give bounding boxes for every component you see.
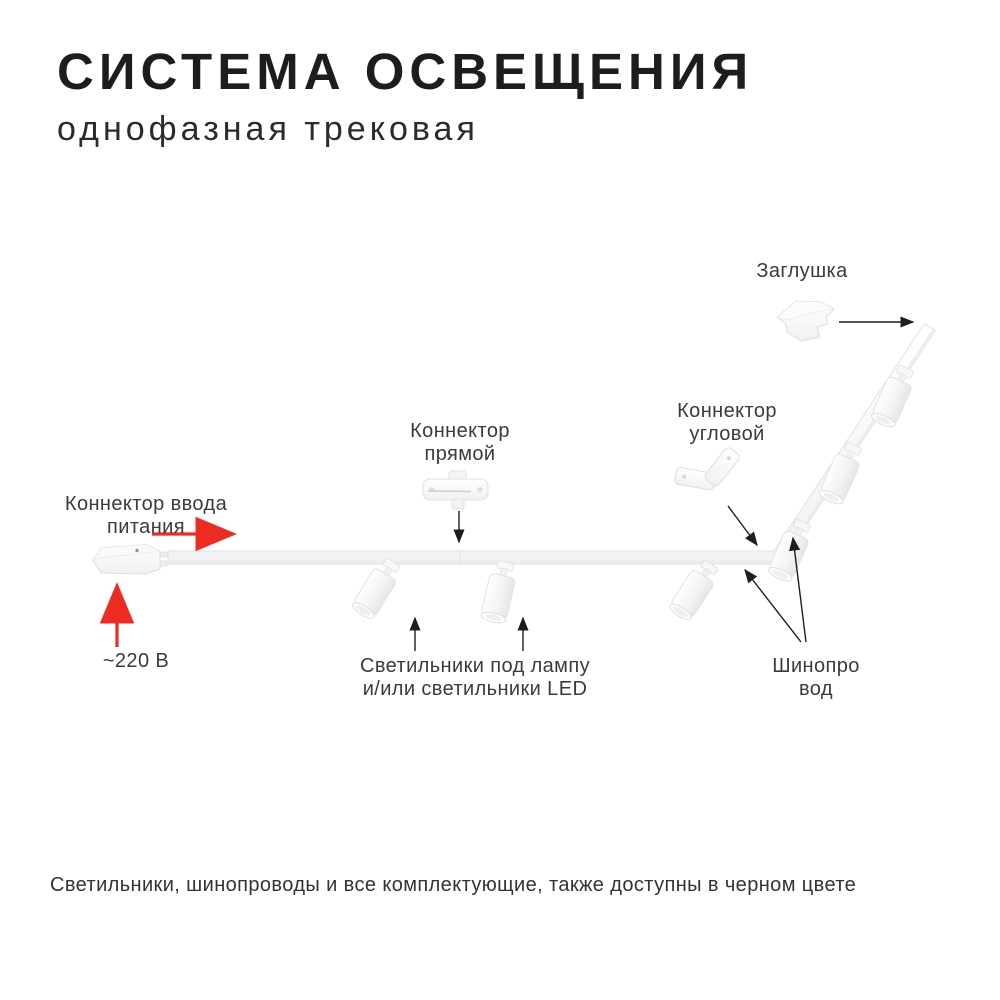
busbar-track: [168, 323, 935, 564]
label-corner-connector: Коннектор угловой: [677, 400, 777, 445]
power-connector-component: [93, 545, 167, 575]
spotlight-3: [667, 557, 722, 623]
straight-connector-component: [423, 471, 488, 509]
label-voltage: ~220 В: [102, 650, 170, 672]
label-end-cap: Заглушка: [756, 260, 848, 282]
end-cap-component: [777, 301, 834, 341]
arrow-busbar-horizontal: [745, 570, 801, 642]
spotlight-1: [350, 555, 405, 621]
label-busbar: Шинопро вод: [772, 655, 860, 700]
spotlight-2: [480, 559, 519, 625]
footer-note: Светильники, шинопроводы и все комплектующие, также доступны в черном цвете: [50, 874, 857, 896]
label-fixtures: Светильники под лампу и/или светильники LED: [360, 655, 590, 700]
track-body: [168, 323, 935, 564]
label-straight-connector: Коннектор прямой: [410, 420, 510, 465]
corner-connector-component: [674, 446, 741, 491]
page-title: СИСТЕМА ОСВЕЩЕНИЯ: [57, 43, 754, 100]
page-subtitle: однофазная трековая: [57, 110, 479, 148]
arrow-corner-connector: [728, 506, 757, 545]
label-power-connector: Коннектор ввода питания: [64, 493, 228, 538]
